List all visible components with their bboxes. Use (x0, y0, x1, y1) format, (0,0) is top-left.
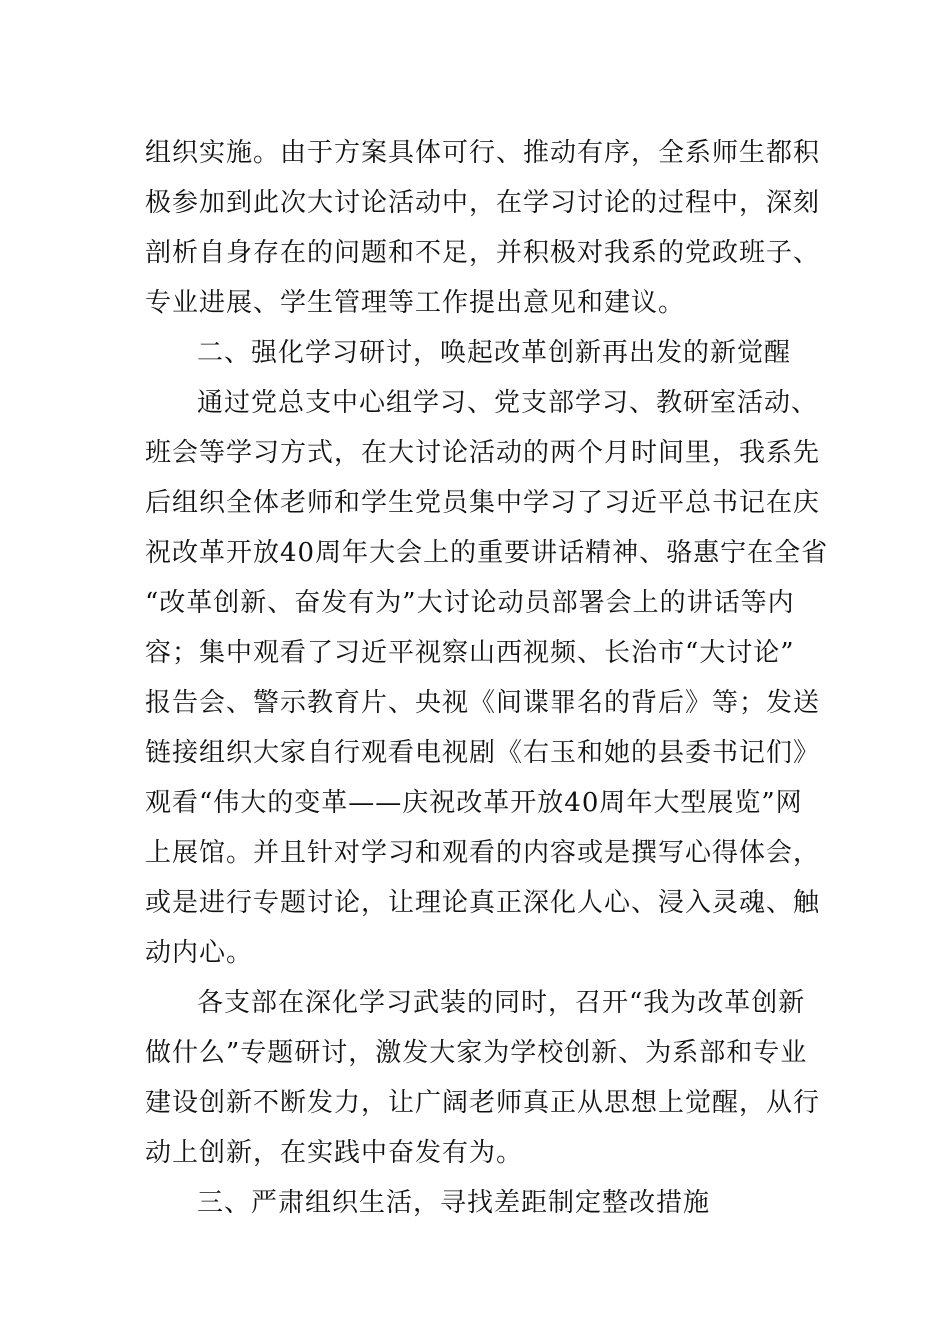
text-line: 组织实施。由于方案具体可行、推动有序，全系师生都积 (145, 138, 821, 168)
text-line: 祝改革开放40周年大会上的重要讲话精神、骆惠宁在全省 (145, 538, 829, 568)
text-line: 剖析自身存在的问题和不足，并积极对我系的党政班子、 (145, 238, 821, 268)
text-line: 动内心。 (145, 938, 254, 968)
text-line: 后组织全体老师和学生党员集中学习了习近平总书记在庆 (145, 488, 821, 518)
text-line: 极参加到此次大讨论活动中，在学习讨论的过程中，深刻 (145, 188, 821, 218)
text-line: 报告会、警示教育片、央视《间谍罪名的背后》等；发送 (145, 688, 821, 718)
section-heading-3: 三、严肃组织生活，寻找差距制定整改措施 (197, 1188, 711, 1218)
text-line: 动上创新，在实践中奋发有为。 (145, 1138, 524, 1168)
text-line: 各支部在深化学习武装的同时，召开“我为改革创新 (197, 988, 806, 1018)
text-line: 上展馆。并且针对学习和观看的内容或是撰写心得体会， (145, 838, 821, 868)
text-line: 容；集中观看了习近平视察山西视频、长治市“大讨论” (145, 638, 795, 668)
text-line: 建设创新不断发力，让广阔老师真正从思想上觉醒，从行 (145, 1088, 821, 1118)
section-heading-2: 二、强化学习研讨，唤起改革创新再出发的新觉醒 (197, 338, 792, 368)
text-line: 链接组织大家自行观看电视剧《右玉和她的县委书记们》 (145, 738, 821, 768)
text-line: 或是进行专题讨论，让理论真正深化人心、浸入灵魂、触 (145, 888, 821, 918)
text-line: 班会等学习方式，在大讨论活动的两个月时间里，我系先 (145, 438, 821, 468)
text-line: 通过党总支中心组学习、党支部学习、教研室活动、 (197, 388, 819, 418)
document-body (145, 128, 829, 1228)
text-line: 做什么”专题研讨，激发大家为学校创新、为系部和专业 (145, 1038, 808, 1068)
text-line: 专业进展、学生管理等工作提出意见和建议。 (145, 288, 686, 318)
text-line: 观看“伟大的变革——庆祝改革开放40周年大型展览”网 (145, 788, 803, 818)
text-line: “改革创新、奋发有为”大讨论动员部署会上的讲话等内 (145, 588, 795, 618)
